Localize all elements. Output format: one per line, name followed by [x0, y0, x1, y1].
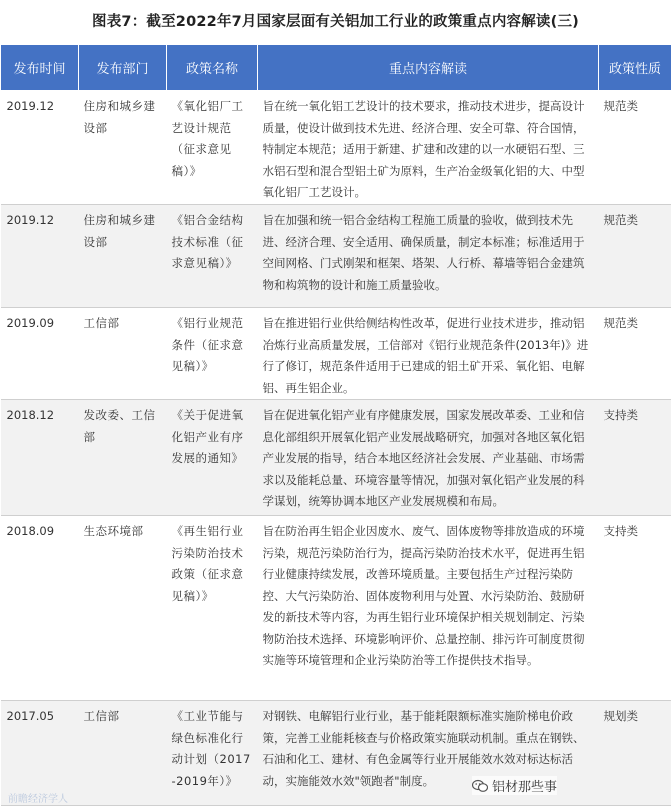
header-name: 政策名称	[167, 45, 258, 91]
cell-date: 2019.09	[1, 308, 79, 400]
header-content: 重点内容解读	[258, 45, 599, 91]
cell-content: 旨在促进氧化铝产业有序健康发展，国家发展改革委、工业和信息化部组织开展氧化铝产业发展战略研究，加强对各地区氧化铝产业发展的指导，结合本地区经济社会发展、产业基础、市场需求以及能耗总量、环境容量等情况，加强对氧化铝产业发展的科学谋划，统筹协调本地区产业发展规模和布局。	[258, 400, 599, 516]
cell-name: 《铝行业规范条件（征求意见稿）》	[167, 308, 258, 400]
cell-date: 2017.05	[1, 701, 79, 806]
cell-content: 旨在推进铝行业供给侧结构性改革，促进行业技术进步，推动铝冶炼行业高质量发展，工信部对《铝行业规范条件(2013年)》进行了修订，规范条件适用于已建成的铝土矿开采、氧化铝、电解铝、再生铝企业。	[258, 308, 599, 400]
cell-dept: 住房和城乡建设部	[79, 205, 167, 308]
cell-nature: 支持类	[599, 516, 671, 701]
header-date: 发布时间	[1, 45, 79, 91]
page-title: 图表7：截至2022年7月国家层面有关铝加工行业的政策重点内容解读(三)	[92, 14, 579, 30]
cell-name: 《氧化铝厂工艺设计规范（征求意见稿）》	[167, 91, 258, 205]
cell-date: 2019.12	[1, 91, 79, 205]
footer-logo: 前瞻经济学人	[8, 794, 68, 805]
cell-date: 2018.09	[1, 516, 79, 701]
cell-dept: 住房和城乡建设部	[79, 91, 167, 205]
cell-content: 旨在加强和统一铝合金结构工程施工质量的验收，做到技术先进、经济合理、安全适用、确保质量，制定本标准；标准适用于空间网格、门式刚架和框架、塔架、人行桥、幕墙等铝合金建筑物和构筑物的设计和施工质量验收。	[258, 205, 599, 308]
wechat-watermark	[472, 776, 557, 795]
cell-dept: 生态环境部	[79, 516, 167, 701]
cell-dept: 发改委、工信部	[79, 400, 167, 516]
cell-content: 旨在统一氧化铝工艺设计的技术要求，推动技术进步，提高设计质量，使设计做到技术先进、经济合理、安全可靠、符合国情，特制定本规范；适用于新建、扩建和改建的以一水硬铝石型、三水铝石型和混合型铝土矿为原料，生产冶金级氧化铝的大、中型氧化铝厂工艺设计。	[258, 91, 599, 205]
policy-table	[0, 44, 671, 806]
header-nature: 政策性质	[599, 45, 671, 91]
cell-date: 2018.12	[1, 400, 79, 516]
watermark-text: 铝材那些事	[492, 780, 558, 795]
cell-nature: 规范类	[599, 308, 671, 400]
cell-nature: 规划类	[599, 701, 671, 806]
cell-name: 《再生铝行业污染防治技术政策（征求意见稿）》	[167, 516, 258, 701]
wechat-icon	[472, 779, 488, 793]
table-row	[1, 400, 671, 516]
cell-dept: 工信部	[79, 701, 167, 806]
table-row	[1, 701, 671, 806]
header-dept: 发布部门	[79, 45, 167, 91]
cell-nature: 支持类	[599, 400, 671, 516]
cell-name: 《关于促进氧化铝产业有序发展的通知》	[167, 400, 258, 516]
cell-content: 对钢铁、电解铝行业行业，基于能耗限额标准实施阶梯电价政策，完善工业能耗核查与价格政策实施联动机制。重点在钢铁、石油和化工、建材、有色金属等行业开展能效水效对标达标活动，实施能效水效"领跑者"制度。	[258, 701, 599, 806]
cell-name: 《铝合金结构技术标准（征求意见稿）》	[167, 205, 258, 308]
cell-nature: 规范类	[599, 205, 671, 308]
table-row	[1, 205, 671, 308]
table-header-row	[1, 45, 671, 91]
cell-date: 2019.12	[1, 205, 79, 308]
table-row	[1, 516, 671, 701]
cell-nature: 规范类	[599, 91, 671, 205]
cell-name: 《工业节能与绿色标准化行动计划（2017-2019年）》	[167, 701, 258, 806]
cell-dept: 工信部	[79, 308, 167, 400]
cell-content: 旨在防治再生铝企业因废水、废气、固体废物等排放造成的环境污染，规范污染防治行为，提高污染防治技术水平，促进再生铝行业健康持续发展，改善环境质量。主要包括生产过程污染防控、大气污染防治、固体废物利用与处置、水污染防治、鼓励研发的新技术等内容，为再生铝行业环境保护相关规划制定、污染物防治技术选择、环境影响评价、总量控制、排污许可制度贯彻实施等环境管理和企业污染防治等工作提供技术指导。	[258, 516, 599, 701]
table-row	[1, 91, 671, 205]
table-row	[1, 308, 671, 400]
